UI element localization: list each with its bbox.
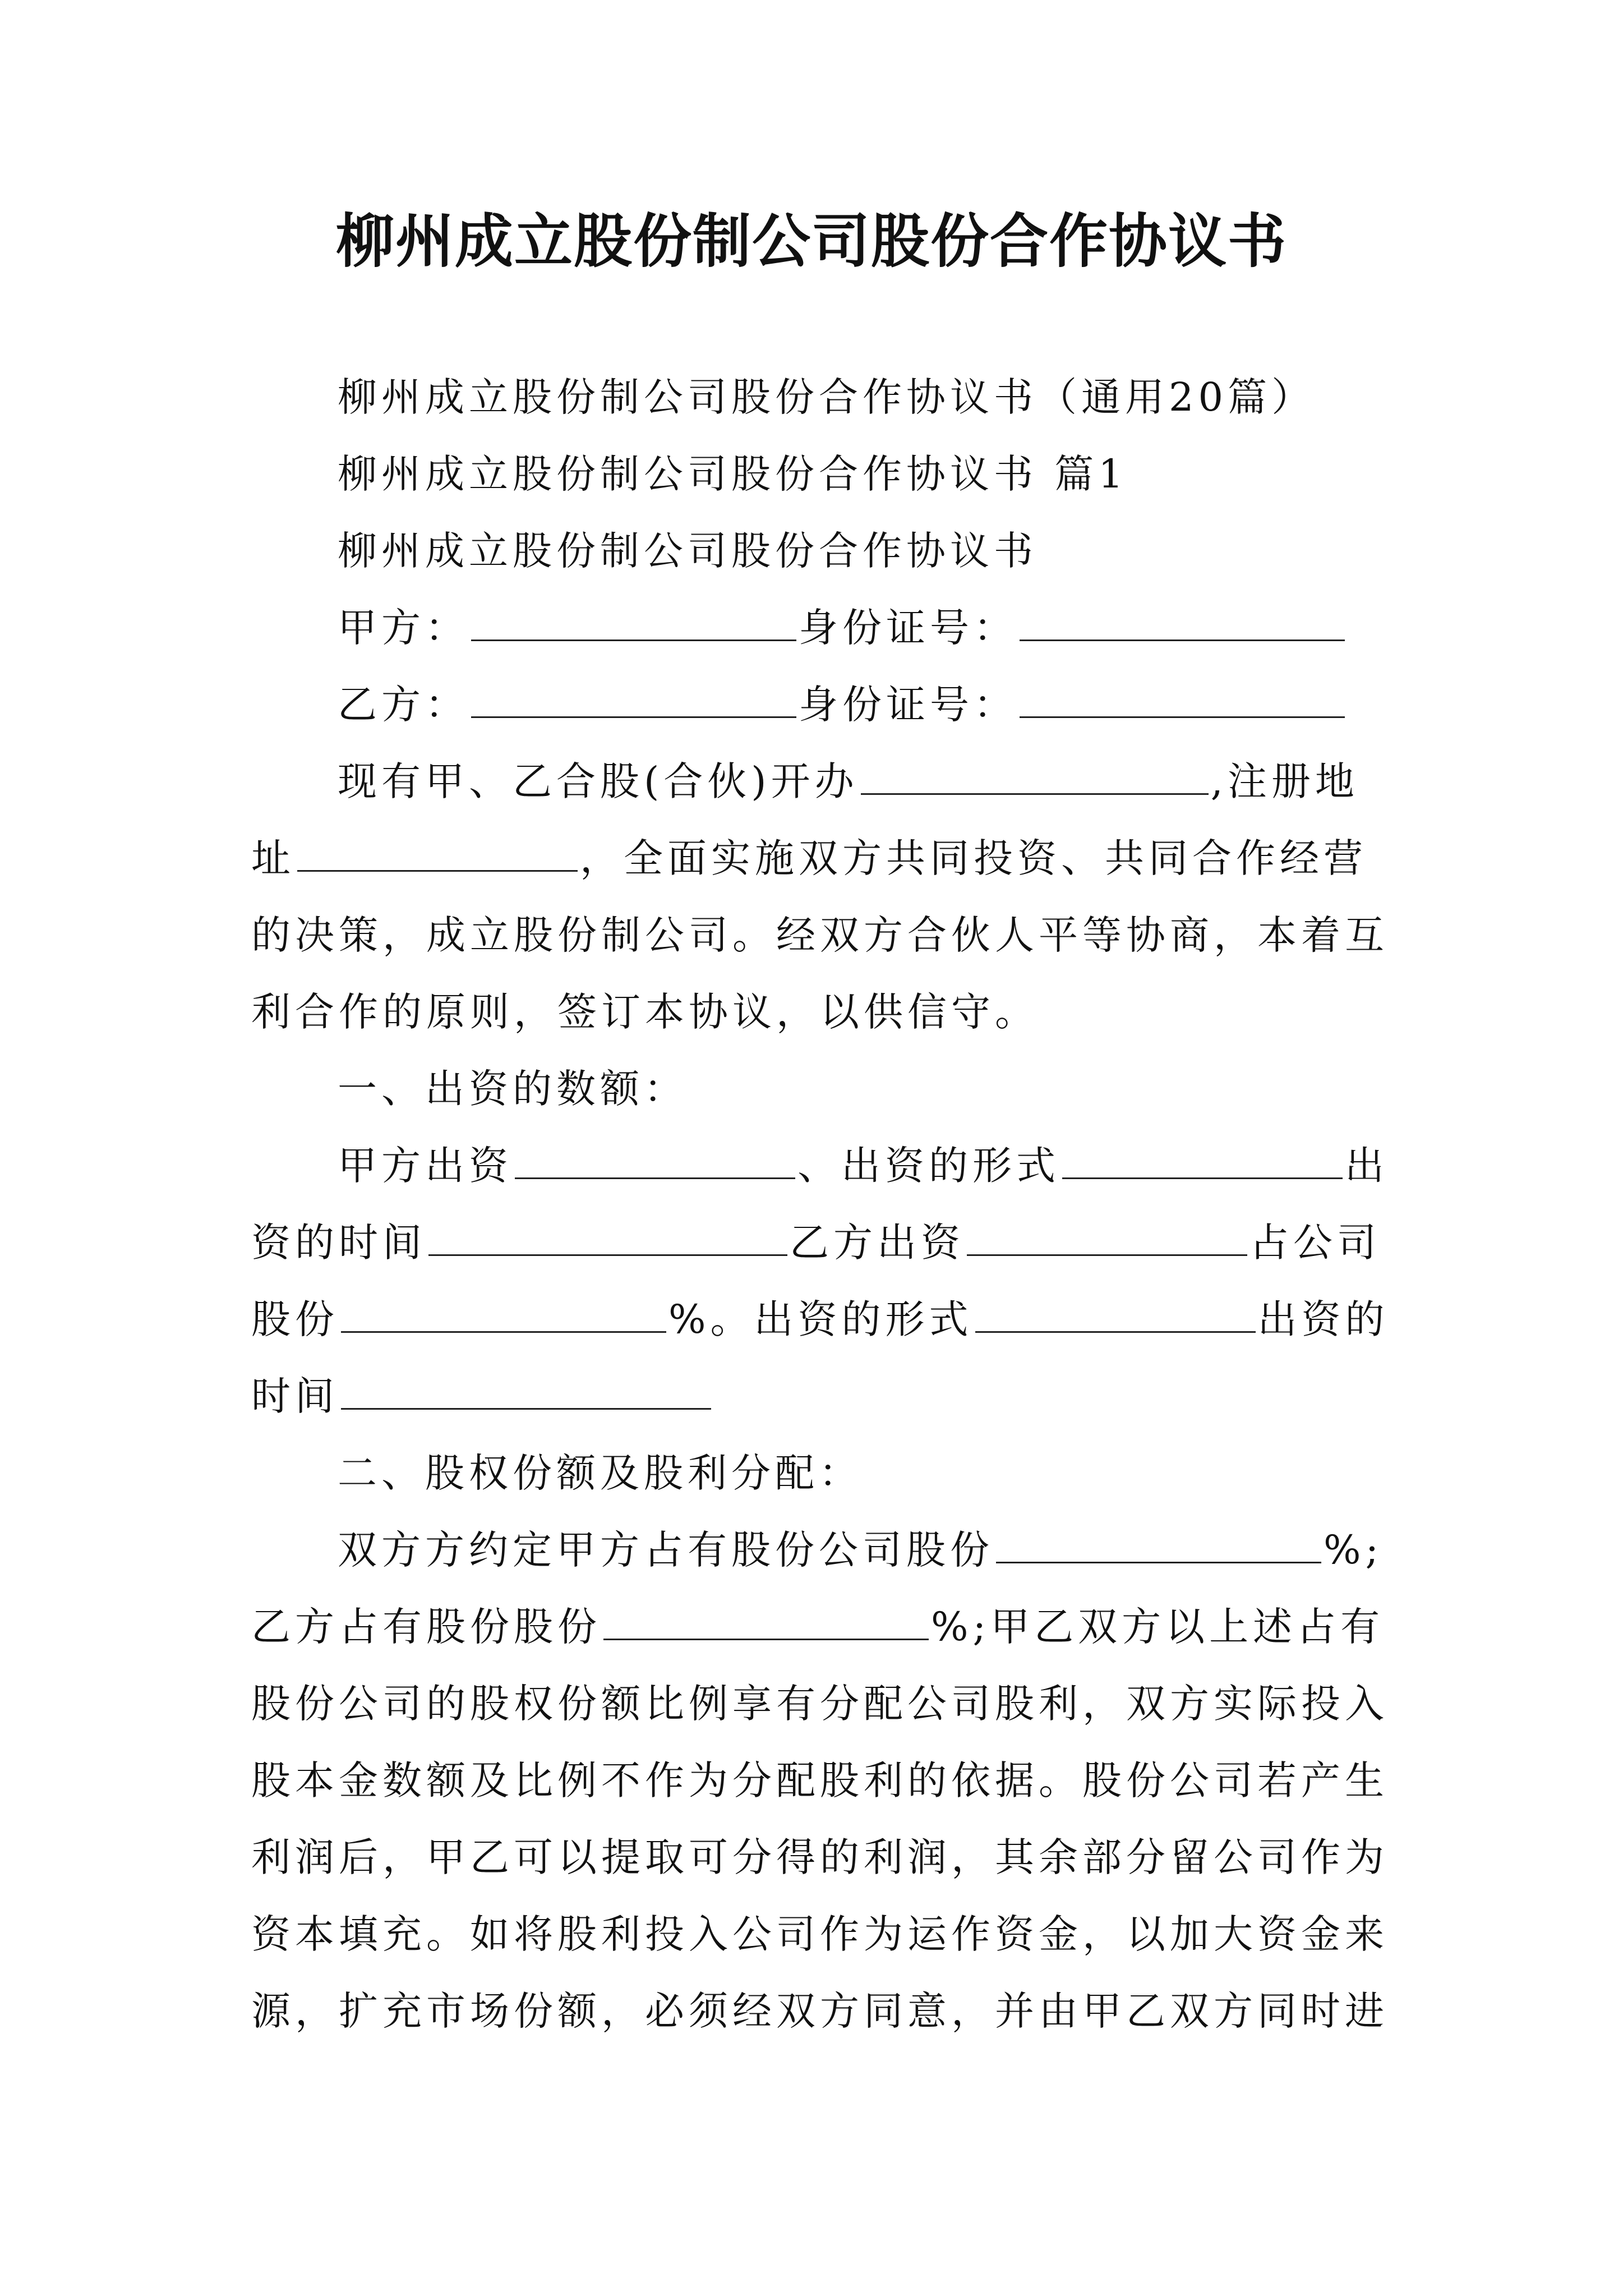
section2-text: %;甲乙双方以上述占有 [931,1604,1385,1650]
collection-title: 柳州成立股份制公司股份合作协议书（通用20篇） [338,374,1316,420]
party-b-label: 乙方： [338,682,469,728]
party-a-line [251,590,1378,666]
party-a-id-blank[interactable] [1020,606,1345,641]
section2-line-1 [251,1512,1384,1589]
preamble-line-4: 利合作的原则，签订本协议，以供信守。 [251,989,1039,1035]
party-a-label: 甲方： [338,605,469,651]
section2-line-4: 股本金数额及比例不作为分配股利的依据。股份公司若产生 [251,1757,1389,1803]
party-b-line [251,666,1378,743]
preamble-text: 址 [251,835,295,881]
section1-heading: 一、出资的数额： [338,1066,688,1112]
section1-text: %。出资的形式 [668,1296,973,1342]
section1-line-2 [251,1204,1381,1281]
section1-text: 资的时间 [251,1220,426,1266]
section1-text: 出资的 [1257,1296,1389,1342]
preamble-line-2 [251,820,1378,897]
party-b-id-blank[interactable] [1020,683,1345,718]
party-a-name-blank[interactable] [471,606,796,641]
party-b-share-blank[interactable] [341,1297,666,1333]
section2-line-5: 利润后，甲乙可以提取可分得的利润，其余部分留公司作为 [251,1834,1389,1880]
document-title: 柳州成立股份制公司股份合作协议书 [335,206,1287,275]
preamble-text: ，全面实施双方共同投资、共同合作经营 [580,835,1367,881]
section2-line-2 [251,1589,1385,1665]
business-name-blank[interactable] [861,760,1209,795]
party-b-capital-blank[interactable] [967,1221,1247,1256]
address-blank[interactable] [297,836,578,872]
party-b-capital-time-blank[interactable] [341,1374,711,1410]
section2-line-3: 股份公司的股权份额比例享有分配公司股利，双方实际投入 [251,1681,1389,1727]
section2-line-7: 源，扩充市场份额，必须经双方同意，并由甲乙双方同时进 [251,1988,1389,2034]
document-body [251,359,1389,2050]
section1-text: 乙方出资 [790,1220,965,1266]
section2-text: 乙方占有股份股份 [251,1604,601,1650]
party-b-name-blank[interactable] [471,683,796,718]
party-b-id-label: 身份证号： [799,682,1017,728]
preamble-text: ,注册地 [1210,758,1359,804]
party-a-capital-blank[interactable] [515,1144,795,1179]
article-heading: 柳州成立股份制公司股份合作协议书 篇1 [338,451,1128,497]
party-a-capital-form-blank[interactable] [1062,1144,1343,1179]
party-b-share-percent-blank[interactable] [603,1605,929,1640]
party-a-capital-time-blank[interactable] [428,1221,787,1256]
section1-text: 、出资的形式 [797,1143,1060,1189]
section1-line-1 [251,1128,1389,1204]
section1-text: 时间 [251,1373,339,1419]
section1-text: 甲方出资 [338,1143,513,1189]
section2-heading: 二、股权份额及股利分配： [338,1450,863,1496]
section1-line-3 [251,1281,1389,1358]
preamble-text: 现有甲、乙合股(合伙)开办 [338,758,859,804]
section1-line-4 [251,1358,1378,1435]
party-a-share-percent-blank[interactable] [996,1528,1321,1563]
section2-text: %; [1324,1527,1384,1573]
party-b-capital-form-blank[interactable] [975,1297,1256,1333]
section1-text: 占公司 [1249,1220,1381,1266]
party-a-id-label: 身份证号： [799,605,1017,651]
section1-text: 出 [1345,1143,1389,1189]
preamble-line-3: 的决策，成立股份制公司。经双方合伙人平等协商，本着互 [251,912,1389,958]
preamble-line-1 [251,743,1378,820]
section2-line-6: 资本填充。如将股利投入公司作为运作资金，以加大资金来 [251,1911,1389,1957]
doc-heading: 柳州成立股份制公司股份合作协议书 [338,528,1038,574]
section1-text: 股份 [251,1296,339,1342]
section2-text: 双方方约定甲方占有股份公司股份 [338,1527,994,1573]
